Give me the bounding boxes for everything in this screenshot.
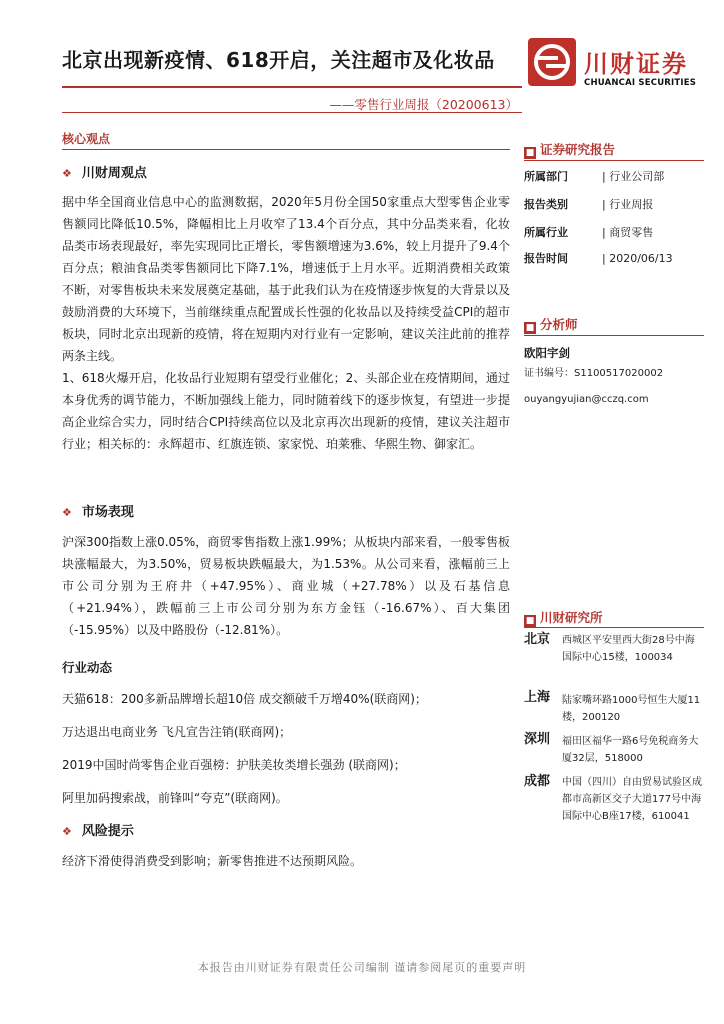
diamond-bullet-icon: ❖ (62, 825, 72, 838)
info-key: 所属行业 (524, 226, 568, 239)
core-divider (62, 149, 510, 150)
analyst-name: 欧阳宇剑 (524, 346, 570, 360)
office-city-shanghai: 上海 (524, 690, 551, 705)
info-row-date (524, 250, 704, 266)
info-value: | 行业公司部 (602, 170, 665, 183)
analyst-cert: 证书编号：S1100517020002 (524, 368, 664, 379)
footer-disclaimer: 本报告由川财证券有限责任公司编制 谨请参阅尾页的重要声明 (197, 961, 527, 974)
header-divider-top (62, 86, 522, 88)
report-info-divider (524, 160, 704, 161)
analyst-email[interactable]: ouyangyujian@cczq.com (524, 394, 649, 405)
office-city-chengdu: 成都 (524, 774, 551, 789)
brand-name-en: CHUANCAI SECURITIES (584, 78, 697, 88)
report-title: 北京出现新疫情、618开启，关注超市及化妆品 (62, 48, 495, 72)
institute-heading: ■ 川财研究所 (525, 610, 603, 626)
info-value: | 商贸零售 (602, 226, 654, 239)
brand-name-cn: 川财证券 (584, 50, 688, 78)
news-item: 阿里加码搜索战，前锋叫“夸克”(联商网)。 (62, 791, 288, 805)
weekly-view-paragraph-1: 据中华全国商业信息中心的监测数据，2020年5月份全国50家重点大型零售企业零售额同比降低10.5%，降幅相比上月收窄了13.4个百分点，其中分品类来看，化妆品类市场表现最好，率先实现同比正增长，零售额增速为3.6%，较上月提升了9.4个百分点；粮油食品类零售额同比下降7.1%，增速低于上月水平。近期消费相关政策不断，对零售板块未来发展奠定基础，基于此我们认为在疫情逐步恢复的大背景以及鼓励消费的大环境下，当前继续重点配置成长性强的化妆品以及持续受益CPI的超市板块，同时北京出现新的疫情，将在短期内对行业有一定影响，建议关注此前的推荐两条主线。 (62, 195, 510, 363)
header-divider-bottom (62, 112, 522, 113)
diamond-bullet-icon: ❖ (62, 167, 72, 180)
info-value: | 2020/06/13 (602, 252, 673, 265)
news-item: 天猫618：200多新品牌增长超10倍 成交额破千万增40%(联商网)； (62, 692, 427, 706)
info-value: | 行业周报 (602, 198, 654, 211)
institute-divider (524, 627, 704, 628)
square-bullet-icon: ■ (525, 323, 535, 333)
square-bullet-icon: ■ (525, 148, 535, 158)
risk-heading: ❖ 风险提示 (62, 824, 134, 839)
info-key: 报告类别 (524, 198, 568, 211)
office-address-chengdu: 中国（四川）自由贸易试验区成都市高新区交子大道177号中海国际中心B座17楼，610041 (562, 777, 702, 822)
market-heading: ❖ 市场表现 (62, 505, 134, 520)
info-row-category (524, 196, 704, 212)
info-row-department (524, 168, 704, 184)
chuancai-logo-icon (528, 38, 576, 86)
diamond-bullet-icon: ❖ (62, 506, 72, 519)
weekly-view-body (62, 191, 510, 455)
report-info-heading: ■ 证券研究报告 (525, 142, 616, 158)
office-address-shenzhen: 福田区福华一路6号免税商务大厦32层，518000 (562, 736, 699, 764)
dynamics-heading: 行业动态 (62, 660, 113, 675)
info-key: 报告时间 (524, 252, 568, 265)
office-address-beijing: 西城区平安里西大街28号中海国际中心15楼，100034 (562, 635, 695, 663)
analyst-heading: ■ 分析师 (525, 317, 578, 333)
core-view-label: 核心观点 (62, 132, 111, 146)
report-subtitle: ——零售行业周报（20200613） (329, 97, 518, 112)
analyst-divider (524, 335, 704, 336)
news-item: 万达退出电商业务 飞凡宣告注销(联商网)； (62, 725, 292, 739)
risk-text: 经济下滑使得消费受到影响；新零售推进不达预期风险。 (62, 854, 363, 868)
square-bullet-icon: ■ (525, 616, 535, 626)
office-city-beijing: 北京 (524, 632, 551, 647)
news-item: 2019中国时尚零售企业百强榜：护肤美妆类增长强劲 (联商网)； (62, 758, 406, 772)
info-key: 所属部门 (524, 170, 568, 183)
market-body (62, 531, 510, 641)
weekly-view-heading: ❖ 川财周观点 (62, 166, 147, 181)
office-city-shenzhen: 深圳 (524, 732, 551, 747)
office-address-shanghai: 陆家嘴环路1000号恒生大厦11楼，200120 (562, 695, 701, 723)
info-row-industry (524, 224, 704, 240)
market-paragraph: 沪深300指数上涨0.05%，商贸零售指数上涨1.99%；从板块内部来看，一般零售板块涨幅最大，为3.50%，贸易板块跌幅最大，为1.53%。从公司来看，涨幅前三上市公司分别为王府井（+47.95%）、商业城（+27.78%）以及石基信息（+21.94%），跌幅前三上市公司分别为东方金钰（-16.67%）、百大集团（-15.95%）以及中路股份（-12.81%）。 (62, 535, 510, 637)
weekly-view-paragraph-2: 1、618火爆开启，化妆品行业短期有望受行业催化；2、头部企业在疫情期间，通过本身优秀的调节能力，不断加强线上能力，同时随着线下的逐步恢复，有望进一步提高企业综合实力，同时结合CPI持续高位以及北京再次出现新的疫情，建议关注超市行业；相关标的：永辉超市、红旗连锁、家家悦、珀莱雅、华熙生物、御家汇。 (62, 371, 510, 451)
